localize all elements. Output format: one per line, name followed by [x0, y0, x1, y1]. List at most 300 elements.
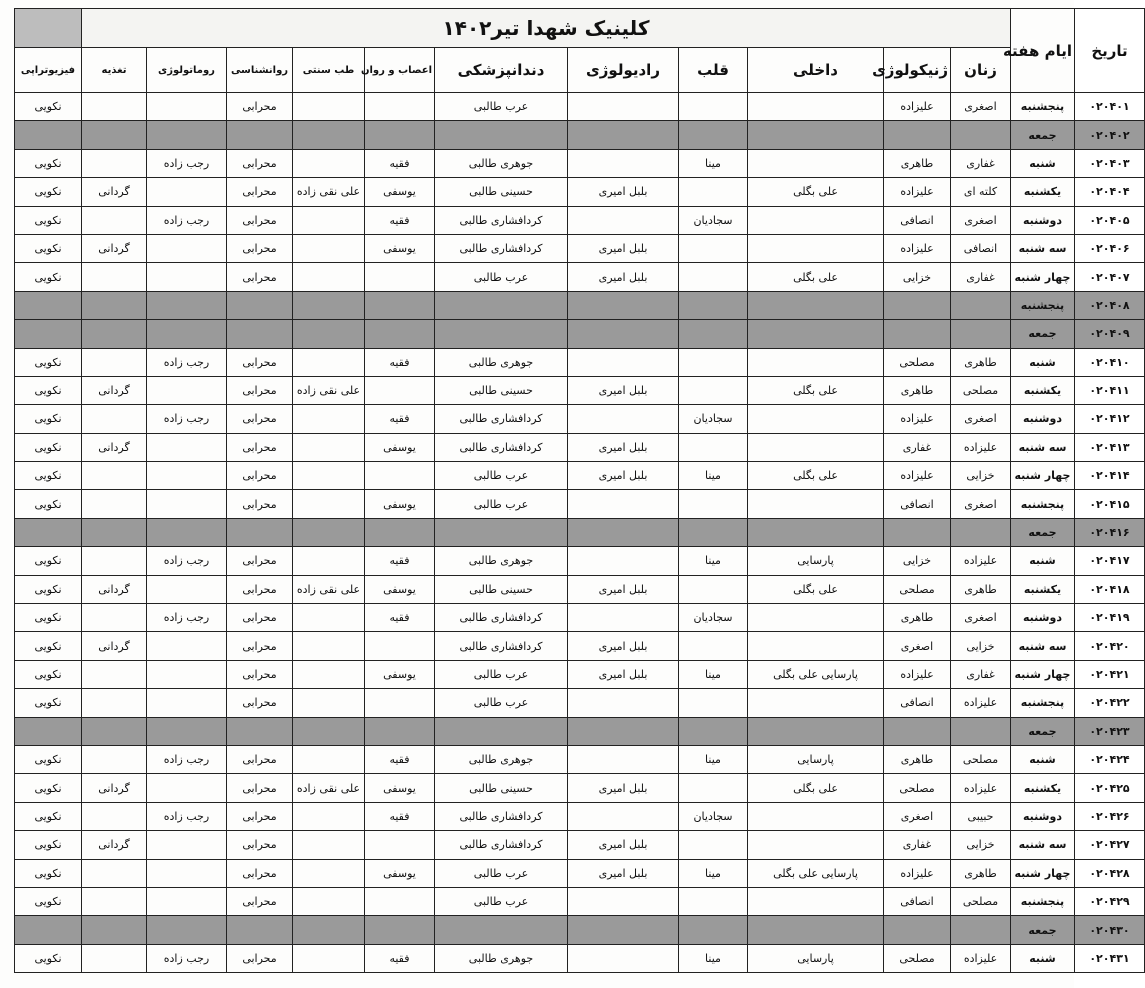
cell-traditional	[293, 263, 365, 291]
cell-ghalb	[679, 575, 748, 603]
cell-zanan: علیزاده	[951, 689, 1011, 717]
cell-psychology: محرابی	[227, 774, 293, 802]
cell-zanan: غفاری	[951, 149, 1011, 177]
cell-rheumatology: رجب زاده	[147, 348, 227, 376]
cell-dakheli: علی بگلی	[748, 774, 884, 802]
cell-rheumatology	[147, 234, 227, 262]
cell-nutrition	[82, 348, 147, 376]
cell-neuro: یوسفی	[365, 859, 435, 887]
cell-radiology: بلبل امیری	[568, 433, 679, 461]
cell-neuro: فقیه	[365, 745, 435, 773]
cell-weekday: دوشنبه	[1011, 405, 1075, 433]
cell-traditional: علی نقی زاده	[293, 774, 365, 802]
table-row	[15, 433, 1145, 461]
cell-date: ۰۲۰۴۲۵	[1075, 774, 1145, 802]
cell-date: ۰۲۰۴۱۷	[1075, 547, 1145, 575]
cell-zanan	[951, 518, 1011, 546]
table-row	[15, 149, 1145, 177]
cell-weekday: پنجشنبه	[1011, 291, 1075, 319]
cell-radiology: بلبل امیری	[568, 859, 679, 887]
table-row	[15, 263, 1145, 291]
cell-radiology: بلبل امیری	[568, 632, 679, 660]
cell-psychology: محرابی	[227, 859, 293, 887]
table-row	[15, 575, 1145, 603]
cell-zanan	[951, 320, 1011, 348]
cell-ghalb	[679, 518, 748, 546]
cell-dakheli	[748, 405, 884, 433]
cell-physio: نکویی	[15, 575, 82, 603]
cell-weekday: جمعه	[1011, 518, 1075, 546]
cell-date: ۰۲۰۴۱۶	[1075, 518, 1145, 546]
cell-zinecology: علیزاده	[884, 234, 951, 262]
cell-neuro	[365, 717, 435, 745]
cell-traditional	[293, 291, 365, 319]
cell-date: ۰۲۰۴۱۳	[1075, 433, 1145, 461]
cell-zanan: اصغری	[951, 490, 1011, 518]
cell-rheumatology: رجب زاده	[147, 604, 227, 632]
cell-weekday: دوشنبه	[1011, 604, 1075, 632]
cell-ghalb	[679, 291, 748, 319]
cell-zanan	[951, 291, 1011, 319]
cell-radiology	[568, 291, 679, 319]
cell-psychology	[227, 121, 293, 149]
holiday-row	[15, 291, 1145, 319]
cell-traditional	[293, 149, 365, 177]
cell-date: ۰۲۰۴۱۹	[1075, 604, 1145, 632]
cell-physio	[15, 121, 82, 149]
cell-zinecology: علیزاده	[884, 462, 951, 490]
cell-rheumatology	[147, 859, 227, 887]
cell-weekday: شنبه	[1011, 149, 1075, 177]
cell-psychology: محرابی	[227, 660, 293, 688]
cell-ghalb	[679, 717, 748, 745]
cell-zinecology: انصافی	[884, 689, 951, 717]
holiday-row	[15, 717, 1145, 745]
cell-dentistry: جوهری طالبی	[435, 745, 568, 773]
cell-dentistry: عرب طالبی	[435, 859, 568, 887]
cell-rheumatology	[147, 93, 227, 121]
cell-date: ۰۲۰۴۲۰	[1075, 632, 1145, 660]
cell-psychology	[227, 291, 293, 319]
cell-rheumatology	[147, 462, 227, 490]
cell-zinecology: مصلحی	[884, 575, 951, 603]
cell-nutrition	[82, 149, 147, 177]
cell-weekday: جمعه	[1011, 717, 1075, 745]
cell-nutrition: گردانی	[82, 774, 147, 802]
cell-ghalb	[679, 689, 748, 717]
cell-neuro: فقیه	[365, 149, 435, 177]
cell-psychology	[227, 518, 293, 546]
cell-physio	[15, 291, 82, 319]
cell-physio: نکویی	[15, 149, 82, 177]
cell-nutrition: گردانی	[82, 178, 147, 206]
cell-weekday: یکشنبه	[1011, 178, 1075, 206]
table-row	[15, 660, 1145, 688]
cell-radiology	[568, 887, 679, 915]
header-dakheli: داخلی	[748, 48, 884, 93]
cell-neuro	[365, 291, 435, 319]
cell-rheumatology	[147, 121, 227, 149]
cell-rheumatology: رجب زاده	[147, 149, 227, 177]
cell-ghalb	[679, 178, 748, 206]
header-physio: فیزیوتراپی	[15, 48, 82, 93]
cell-traditional	[293, 93, 365, 121]
cell-zanan: حبیبی	[951, 802, 1011, 830]
cell-weekday: جمعه	[1011, 916, 1075, 944]
cell-dakheli: علی بگلی	[748, 462, 884, 490]
cell-psychology: محرابی	[227, 632, 293, 660]
cell-nutrition	[82, 291, 147, 319]
cell-radiology	[568, 604, 679, 632]
cell-zanan: مصلحی	[951, 745, 1011, 773]
cell-ghalb	[679, 121, 748, 149]
cell-dakheli	[748, 206, 884, 234]
cell-dentistry: کردافشاری طالبی	[435, 831, 568, 859]
header-psychology: روانشناسی	[227, 48, 293, 93]
cell-zanan: خزایی	[951, 831, 1011, 859]
cell-nutrition	[82, 263, 147, 291]
cell-ghalb	[679, 320, 748, 348]
cell-zanan: طاهری	[951, 575, 1011, 603]
cell-zanan: اصغری	[951, 604, 1011, 632]
cell-traditional	[293, 433, 365, 461]
cell-physio	[15, 518, 82, 546]
cell-nutrition	[82, 405, 147, 433]
cell-physio: نکویی	[15, 774, 82, 802]
cell-radiology	[568, 916, 679, 944]
cell-ghalb: سجادیان	[679, 206, 748, 234]
cell-zanan: طاهری	[951, 859, 1011, 887]
cell-psychology: محرابی	[227, 206, 293, 234]
cell-dakheli	[748, 632, 884, 660]
cell-nutrition	[82, 689, 147, 717]
cell-nutrition: گردانی	[82, 376, 147, 404]
cell-weekday: شنبه	[1011, 944, 1075, 972]
cell-dakheli	[748, 149, 884, 177]
cell-physio: نکویی	[15, 462, 82, 490]
cell-zanan: علیزاده	[951, 547, 1011, 575]
cell-physio: نکویی	[15, 604, 82, 632]
cell-radiology: بلبل امیری	[568, 263, 679, 291]
cell-date: ۰۲۰۴۰۷	[1075, 263, 1145, 291]
cell-dentistry: کردافشاری طالبی	[435, 206, 568, 234]
cell-ghalb	[679, 774, 748, 802]
cell-radiology	[568, 745, 679, 773]
cell-dentistry: حسینی طالبی	[435, 575, 568, 603]
cell-neuro	[365, 518, 435, 546]
cell-nutrition	[82, 717, 147, 745]
cell-dentistry	[435, 320, 568, 348]
cell-nutrition	[82, 490, 147, 518]
cell-nutrition: گردانی	[82, 575, 147, 603]
cell-dentistry: عرب طالبی	[435, 462, 568, 490]
cell-neuro: فقیه	[365, 547, 435, 575]
cell-radiology: بلبل امیری	[568, 376, 679, 404]
cell-dentistry: کردافشاری طالبی	[435, 604, 568, 632]
cell-weekday: یکشنبه	[1011, 774, 1075, 802]
cell-weekday: پنجشنبه	[1011, 490, 1075, 518]
cell-neuro: فقیه	[365, 348, 435, 376]
cell-rheumatology	[147, 518, 227, 546]
cell-date: ۰۲۰۴۲۱	[1075, 660, 1145, 688]
cell-dentistry: جوهری طالبی	[435, 348, 568, 376]
cell-radiology: بلبل امیری	[568, 774, 679, 802]
cell-traditional	[293, 121, 365, 149]
cell-dakheli	[748, 802, 884, 830]
cell-dakheli	[748, 916, 884, 944]
header-zanan: زنان	[951, 48, 1011, 93]
cell-zinecology: خزایی	[884, 263, 951, 291]
cell-physio: نکویی	[15, 831, 82, 859]
cell-date: ۰۲۰۴۲۶	[1075, 802, 1145, 830]
header-neuro: اعصاب و روان	[365, 48, 435, 93]
cell-rheumatology: رجب زاده	[147, 206, 227, 234]
cell-date: ۰۲۰۴۰۹	[1075, 320, 1145, 348]
cell-radiology	[568, 93, 679, 121]
cell-ghalb: مینا	[679, 660, 748, 688]
cell-zinecology: اصغری	[884, 802, 951, 830]
cell-traditional	[293, 859, 365, 887]
cell-dentistry	[435, 916, 568, 944]
cell-neuro	[365, 831, 435, 859]
cell-physio	[15, 717, 82, 745]
cell-dentistry: کردافشاری طالبی	[435, 802, 568, 830]
cell-date: ۰۲۰۴۰۸	[1075, 291, 1145, 319]
cell-dentistry	[435, 518, 568, 546]
cell-rheumatology	[147, 689, 227, 717]
cell-dakheli: علی بگلی	[748, 263, 884, 291]
cell-physio: نکویی	[15, 348, 82, 376]
cell-dentistry: کردافشاری طالبی	[435, 234, 568, 262]
page-title: کلینیک شهدا تیر۱۴۰۲	[82, 9, 1011, 48]
cell-zinecology: مصلحی	[884, 348, 951, 376]
cell-radiology	[568, 206, 679, 234]
cell-ghalb	[679, 916, 748, 944]
cell-nutrition: گردانی	[82, 433, 147, 461]
cell-weekday: شنبه	[1011, 745, 1075, 773]
cell-radiology	[568, 547, 679, 575]
cell-radiology	[568, 518, 679, 546]
cell-nutrition: گردانی	[82, 632, 147, 660]
cell-ghalb	[679, 831, 748, 859]
cell-rheumatology: رجب زاده	[147, 944, 227, 972]
cell-zanan: انصافی	[951, 234, 1011, 262]
cell-nutrition	[82, 518, 147, 546]
cell-weekday: سه شنبه	[1011, 831, 1075, 859]
cell-psychology: محرابی	[227, 604, 293, 632]
cell-dakheli	[748, 320, 884, 348]
cell-zinecology: علیزاده	[884, 178, 951, 206]
cell-weekday: پنجشنبه	[1011, 689, 1075, 717]
cell-dakheli: پارسایی علی بگلی	[748, 859, 884, 887]
cell-dentistry: کردافشاری طالبی	[435, 433, 568, 461]
cell-psychology: محرابی	[227, 490, 293, 518]
cell-neuro: یوسفی	[365, 490, 435, 518]
cell-neuro	[365, 376, 435, 404]
cell-dakheli: علی بگلی	[748, 575, 884, 603]
cell-radiology: بلبل امیری	[568, 178, 679, 206]
cell-zinecology	[884, 518, 951, 546]
table-row	[15, 234, 1145, 262]
cell-rheumatology: رجب زاده	[147, 405, 227, 433]
cell-rheumatology	[147, 774, 227, 802]
cell-psychology	[227, 717, 293, 745]
cell-zinecology: طاهری	[884, 149, 951, 177]
cell-psychology	[227, 916, 293, 944]
cell-dakheli: پارسایی	[748, 745, 884, 773]
cell-physio: نکویی	[15, 405, 82, 433]
cell-radiology	[568, 717, 679, 745]
cell-rheumatology: رجب زاده	[147, 802, 227, 830]
cell-zanan: کلته ای	[951, 178, 1011, 206]
cell-ghalb	[679, 376, 748, 404]
cell-date: ۰۲۰۴۳۰	[1075, 916, 1145, 944]
cell-neuro: یوسفی	[365, 575, 435, 603]
cell-physio: نکویی	[15, 887, 82, 915]
cell-rheumatology	[147, 376, 227, 404]
holiday-row	[15, 121, 1145, 149]
table-row	[15, 689, 1145, 717]
cell-zanan: مصلحی	[951, 376, 1011, 404]
cell-ghalb	[679, 433, 748, 461]
table-row	[15, 462, 1145, 490]
cell-ghalb: مینا	[679, 149, 748, 177]
cell-physio: نکویی	[15, 93, 82, 121]
cell-traditional: علی نقی زاده	[293, 178, 365, 206]
cell-radiology	[568, 802, 679, 830]
cell-zinecology: مصلحی	[884, 774, 951, 802]
cell-rheumatology: رجب زاده	[147, 745, 227, 773]
cell-weekday: سه شنبه	[1011, 632, 1075, 660]
cell-zanan: اصغری	[951, 206, 1011, 234]
header-row	[15, 48, 1145, 93]
cell-dakheli: علی بگلی	[748, 376, 884, 404]
cell-neuro	[365, 121, 435, 149]
cell-physio: نکویی	[15, 944, 82, 972]
cell-neuro	[365, 320, 435, 348]
cell-psychology: محرابی	[227, 547, 293, 575]
cell-psychology: محرابی	[227, 462, 293, 490]
cell-nutrition	[82, 660, 147, 688]
cell-weekday: شنبه	[1011, 348, 1075, 376]
cell-zanan: طاهری	[951, 348, 1011, 376]
cell-zinecology	[884, 291, 951, 319]
cell-dakheli	[748, 234, 884, 262]
cell-weekday: جمعه	[1011, 320, 1075, 348]
cell-rheumatology	[147, 717, 227, 745]
cell-traditional: علی نقی زاده	[293, 575, 365, 603]
header-radiology: رادیولوژی	[568, 48, 679, 93]
cell-neuro	[365, 462, 435, 490]
cell-psychology: محرابی	[227, 263, 293, 291]
cell-traditional	[293, 916, 365, 944]
cell-physio: نکویی	[15, 660, 82, 688]
cell-traditional	[293, 234, 365, 262]
cell-nutrition	[82, 944, 147, 972]
cell-psychology: محرابی	[227, 944, 293, 972]
cell-traditional	[293, 745, 365, 773]
header-ghalb: قلب	[679, 48, 748, 93]
cell-date: ۰۲۰۴۱۰	[1075, 348, 1145, 376]
cell-physio: نکویی	[15, 802, 82, 830]
cell-traditional	[293, 348, 365, 376]
cell-ghalb: مینا	[679, 462, 748, 490]
cell-physio: نکویی	[15, 490, 82, 518]
table-row	[15, 604, 1145, 632]
cell-neuro	[365, 887, 435, 915]
cell-nutrition: گردانی	[82, 234, 147, 262]
cell-physio	[15, 916, 82, 944]
cell-radiology	[568, 149, 679, 177]
cell-physio: نکویی	[15, 178, 82, 206]
holiday-row	[15, 320, 1145, 348]
cell-rheumatology: رجب زاده	[147, 547, 227, 575]
header-weekday: ایام هفته	[1011, 9, 1075, 93]
cell-traditional	[293, 490, 365, 518]
cell-ghalb: سجادیان	[679, 604, 748, 632]
cell-date: ۰۲۰۴۱۴	[1075, 462, 1145, 490]
cell-dakheli	[748, 831, 884, 859]
cell-neuro: فقیه	[365, 206, 435, 234]
cell-traditional	[293, 717, 365, 745]
cell-neuro: یوسفی	[365, 178, 435, 206]
cell-dakheli: پارسایی	[748, 547, 884, 575]
cell-neuro: فقیه	[365, 604, 435, 632]
cell-ghalb	[679, 490, 748, 518]
cell-dentistry: عرب طالبی	[435, 263, 568, 291]
cell-psychology: محرابی	[227, 93, 293, 121]
cell-zinecology	[884, 916, 951, 944]
cell-dentistry: عرب طالبی	[435, 660, 568, 688]
cell-nutrition	[82, 320, 147, 348]
cell-ghalb	[679, 632, 748, 660]
cell-zinecology: علیزاده	[884, 405, 951, 433]
holiday-row	[15, 518, 1145, 546]
cell-weekday: چهار شنبه	[1011, 263, 1075, 291]
cell-rheumatology	[147, 263, 227, 291]
cell-traditional	[293, 604, 365, 632]
cell-traditional	[293, 462, 365, 490]
cell-radiology	[568, 490, 679, 518]
cell-zinecology: انصافی	[884, 887, 951, 915]
cell-neuro	[365, 916, 435, 944]
cell-psychology: محرابی	[227, 575, 293, 603]
cell-nutrition: گردانی	[82, 831, 147, 859]
cell-nutrition	[82, 93, 147, 121]
cell-weekday: چهار شنبه	[1011, 660, 1075, 688]
cell-nutrition	[82, 604, 147, 632]
cell-traditional	[293, 802, 365, 830]
cell-neuro: یوسفی	[365, 774, 435, 802]
cell-date: ۰۲۰۴۱۲	[1075, 405, 1145, 433]
table-row	[15, 405, 1145, 433]
cell-dakheli	[748, 490, 884, 518]
cell-ghalb: مینا	[679, 547, 748, 575]
cell-traditional	[293, 689, 365, 717]
table-row	[15, 944, 1145, 972]
cell-ghalb	[679, 887, 748, 915]
cell-zinecology: علیزاده	[884, 93, 951, 121]
cell-dentistry: عرب طالبی	[435, 93, 568, 121]
cell-ghalb	[679, 93, 748, 121]
cell-psychology: محرابی	[227, 376, 293, 404]
cell-physio: نکویی	[15, 206, 82, 234]
cell-zanan: خزایی	[951, 462, 1011, 490]
cell-rheumatology	[147, 831, 227, 859]
table-row	[15, 774, 1145, 802]
cell-rheumatology	[147, 320, 227, 348]
cell-dentistry: کردافشاری طالبی	[435, 632, 568, 660]
